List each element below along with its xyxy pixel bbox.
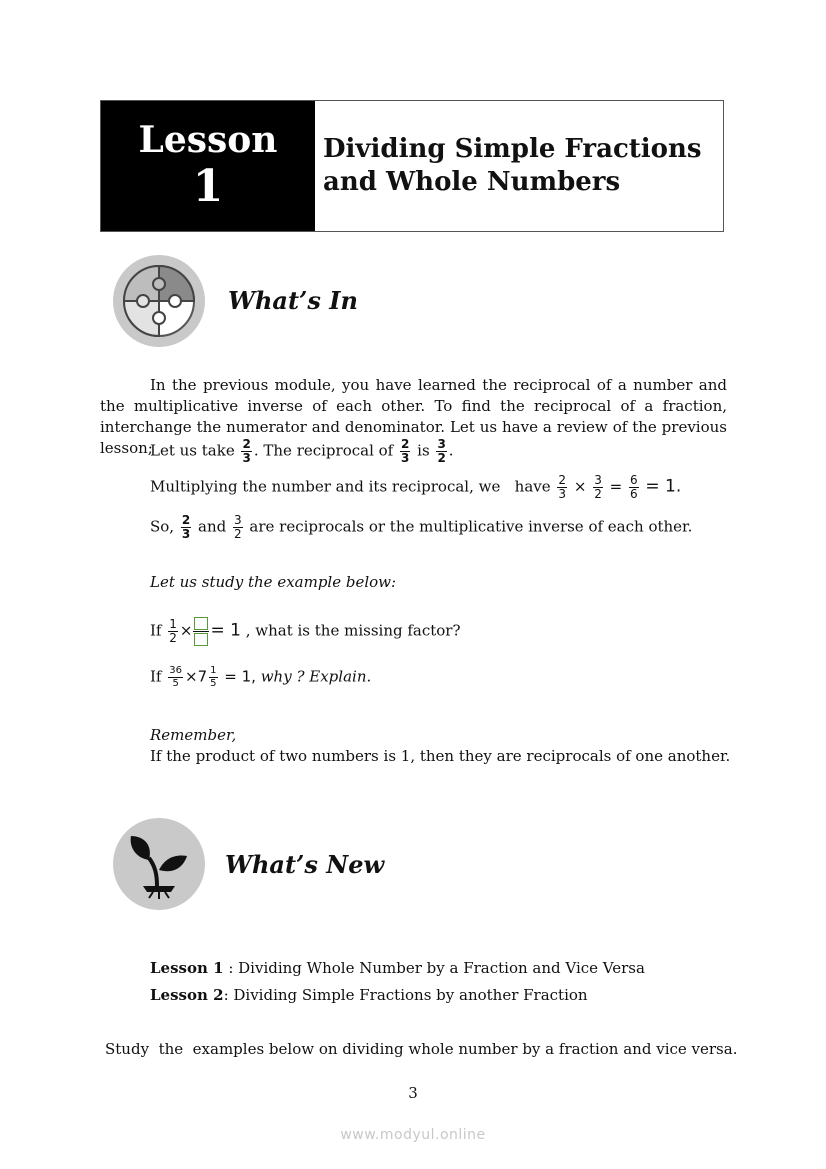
equals-sign: = <box>609 477 623 496</box>
reciprocal-line <box>150 438 454 465</box>
times-sign: × <box>185 667 198 686</box>
line2-result: = 1. <box>645 476 682 497</box>
numerator: 1 <box>169 617 177 631</box>
whats-in-heading: What’s In <box>228 286 358 315</box>
lesson-label: Lesson 1 <box>150 959 224 977</box>
line3-b: and <box>198 517 227 536</box>
intro-paragraph: In the previous module, you have learned the reciprocal of a number and the multiplicative inverse of each other. To find the reciprocal of a fraction, interchange the numerator and denominator. Let us have a review of the previous lesson; <box>100 376 727 457</box>
q1-a: If <box>150 621 162 640</box>
question-2 <box>150 665 371 690</box>
lesson-title: Dividing Simple Fractions and Whole Numbers <box>323 134 702 197</box>
numerator: 3 <box>437 437 446 451</box>
numerator: 2 <box>242 437 251 451</box>
denominator: 3 <box>558 487 567 501</box>
fraction-six-sixths <box>629 474 639 501</box>
denominator: 5 <box>210 678 217 689</box>
fraction-two-thirds <box>400 438 410 465</box>
denominator: 6 <box>629 487 638 501</box>
remember-label: Remember, <box>150 726 237 744</box>
whats-new-heading: What’s New <box>225 850 385 879</box>
fraction-three-halves <box>436 438 446 465</box>
lesson-list-item <box>150 985 588 1006</box>
blank-box <box>194 617 208 630</box>
line1-b: . The reciprocal of <box>253 441 394 460</box>
missing-fraction <box>193 616 209 647</box>
lesson-badge <box>101 101 315 231</box>
numerator: 3 <box>594 473 602 487</box>
fraction-two-thirds <box>241 438 251 465</box>
example-intro: Let us study the example below: <box>150 573 397 591</box>
denominator: 5 <box>172 678 179 689</box>
numerator: 2 <box>558 473 567 487</box>
fraction-two-thirds <box>557 474 567 501</box>
lesson-label: Lesson 2 <box>150 986 224 1004</box>
line1-a: Let us take <box>150 441 235 460</box>
denominator: 3 <box>401 451 410 465</box>
lesson-number: 1 <box>192 161 224 212</box>
lesson-list-item <box>150 958 645 979</box>
page-number: 3 <box>408 1084 418 1102</box>
fraction-one-half <box>168 618 178 645</box>
remember-text: If the product of two numbers is 1, then they are reciprocals of one another. <box>150 747 731 765</box>
reciprocals-line <box>150 514 692 541</box>
numerator: 6 <box>629 473 638 487</box>
denominator: 2 <box>437 451 446 465</box>
line1-d: . <box>448 441 454 460</box>
line3-c: are reciprocals or the multiplicative inverse of each other. <box>249 517 693 536</box>
fraction-three-halves <box>233 514 243 541</box>
denominator: 2 <box>594 487 602 501</box>
question-1 <box>150 616 461 647</box>
fraction-thirtysix-fifths <box>168 665 183 690</box>
denominator: 2 <box>234 527 242 541</box>
line2-b: have <box>514 477 551 496</box>
lesson-word: Lesson <box>138 119 278 161</box>
numerator: 1 <box>210 665 217 676</box>
numerator: 36 <box>169 665 182 676</box>
line2-a: Multiplying the number and its reciprocal, we <box>150 477 501 496</box>
watermark: www.modyul.online <box>340 1127 486 1143</box>
study-instruction: Study the examples below on dividing whole number by a fraction and vice versa. <box>105 1040 738 1058</box>
q1-c: , what is the missing factor? <box>245 621 461 640</box>
fraction-three-halves <box>593 474 603 501</box>
whole-seven: 7 <box>197 667 208 686</box>
q1-equals-one: = 1 <box>210 620 241 641</box>
denominator: 3 <box>242 451 251 465</box>
times-sign: × <box>573 477 587 496</box>
blank-box <box>194 633 208 646</box>
lesson-text: : Dividing Simple Fractions by another Fraction <box>223 986 588 1004</box>
q2-c: why ? Explain. <box>260 667 372 686</box>
puzzle-icon <box>113 255 205 347</box>
fraction-one-fifth <box>209 665 217 690</box>
lesson-title-cell <box>315 101 723 231</box>
numerator: 2 <box>181 513 191 527</box>
line1-c: is <box>417 441 430 460</box>
fraction-two-thirds <box>181 514 191 541</box>
q2-a: If <box>150 667 162 686</box>
denominator: 2 <box>169 631 177 645</box>
times-sign: × <box>179 621 193 640</box>
lesson-banner <box>100 100 724 232</box>
lesson-text: : Dividing Whole Number by a Fraction and Vice Versa <box>223 959 645 977</box>
multiply-line <box>150 474 681 501</box>
q2-equals-one: = 1, <box>224 667 256 686</box>
numerator: 3 <box>234 513 242 527</box>
numerator: 2 <box>401 437 410 451</box>
denominator: 3 <box>181 527 191 541</box>
line3-a: So, <box>150 517 175 536</box>
plant-icon <box>113 818 205 910</box>
